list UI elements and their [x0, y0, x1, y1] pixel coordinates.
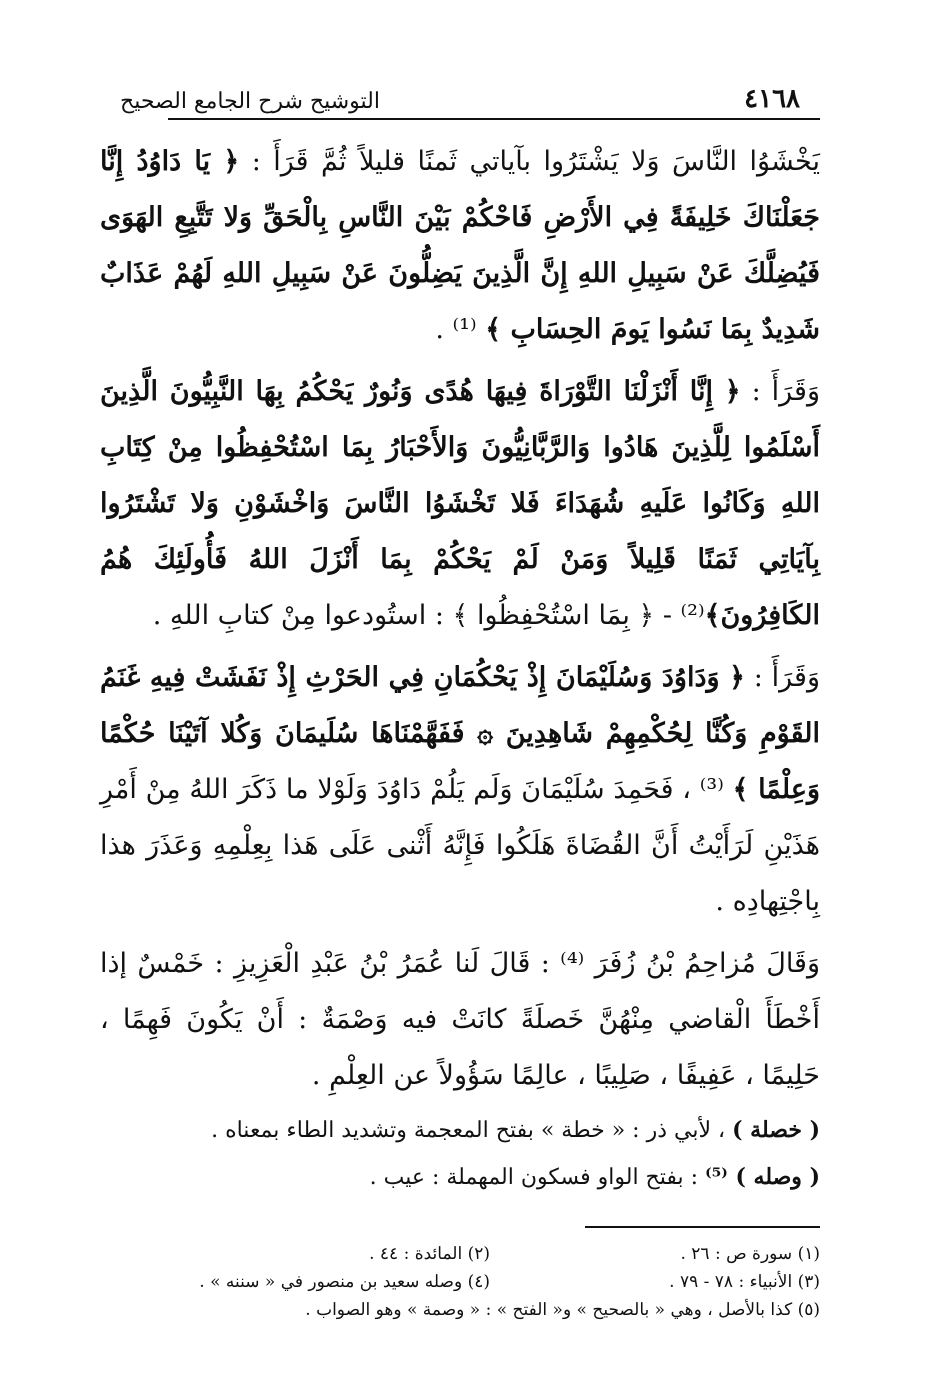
footnotes — [100, 1240, 820, 1324]
note-text: : بفتح الواو فسكون المهملة : عيب . — [369, 1165, 706, 1190]
paragraph-4 — [100, 936, 820, 1104]
quran-verse: ﴿ وَدَاوُدَ وَسُلَيْمَانَ إِذْ يَحْكُمَانِ فِي الحَرْثِ إِذْ نَفَشَتْ فِيهِ غَنَمُ القَوْمِ وَكُنَّا لِحُكْمِهِمْ شَاهِدِينَ ۞ فَفَهَّمْنَاهَا سُلَيمَانَ وَكُلا آتَيْنَا حُكْمًا وَعِلْمًا ﴾ — [100, 662, 820, 805]
page-body — [100, 134, 820, 1198]
note-line-1 — [100, 1110, 820, 1151]
paragraph-2 — [100, 364, 820, 644]
book-page — [100, 70, 820, 1330]
note-term: ( وصله ) ⁽⁵⁾ — [705, 1164, 820, 1190]
page-number: ٤١٦٨ — [744, 84, 800, 114]
running-title: التوشيح شرح الجامع الصحيح — [120, 89, 380, 114]
note-text: ، لأبي ذر : « خطة » بفتح المعجمة وتشديد الطاء بمعناه . — [211, 1118, 733, 1143]
footnote-row — [100, 1240, 820, 1268]
footnote: (٥) كذا بالأصل ، وهي « بالصحيح » و« الفتح » : « وصمة » وهو الصواب . — [305, 1300, 820, 1320]
footnote: (١) سورة ص : ٢٦ . — [680, 1244, 820, 1264]
note-line-2 — [100, 1157, 820, 1198]
text-run: وَقَرَأَ : — [744, 662, 820, 693]
quran-verse: ﴿ إِنَّا أَنْزَلْنَا التَّوْرَاةَ فِيهَا هُدًى وَنُورٌ يَحْكُمُ بِهَا النَّبِيُّونَ الَّذِينَ أَسْلَمُوا لِلَّذِينَ هَادُوا وَالرَّبَّانِيُّونَ وَالأَحْبَارُ بِمَا اسْتُحْفِظُوا مِنْ كِتَابِ اللهِ وَكَانُوا عَلَيهِ شُهَدَاءَ فَلا تَخْشَوُا النَّاسَ وَاخْشَوْنِ وَلا تَشْتَرُوا بِآيَاتِي ثَمَنًا قَلِيلاً وَمَنْ لَمْ يَحْكُمْ بِمَا أَنْزَلَ اللهُ فَأُولَئِكَ هُمُ الكَافِرُونَ﴾ — [100, 376, 820, 631]
footnote-row — [100, 1296, 820, 1324]
footnote: (٣) الأنبياء : ٧٨ - ٧٩ . — [669, 1272, 820, 1292]
text-run: ⁽²⁾ - ﴿ بِمَا اسْتُحْفِظُوا ﴾ : استُودعوا مِنْ كتابِ اللهِ . — [152, 600, 705, 631]
footnote: (٢) المائدة : ٤٤ . — [369, 1244, 490, 1264]
footnote-row — [100, 1268, 820, 1296]
footnote-rule — [585, 1226, 820, 1228]
text-run: وَقَرَأَ : — [740, 376, 820, 407]
text-run: ⁽¹⁾ . — [435, 314, 486, 345]
page-header — [100, 70, 820, 114]
text-run: يَخْشَوُا النَّاسَ وَلا يَشْتَرُوا بآياتي ثَمنًا قليلاً ثُمَّ قَرَأَ : — [239, 146, 820, 177]
header-rule — [168, 118, 820, 120]
quran-verse: ﴿ يَا دَاوُدُ إِنَّا جَعَلْنَاكَ خَلِيفَةً فِي الأَرْضِ فَاحْكُمْ بَيْنَ النَّاسِ بِالْحَقِّ وَلا تَتَّبِعِ الهَوَى فَيُضِلَّكَ عَنْ سَبِيلِ اللهِ إِنَّ الَّذِينَ يَضِلُّونَ عَنْ سَبِيلِ اللهِ لَهُمْ عَذَابٌ شَدِيدٌ بِمَا نَسُوا يَومَ الحِسَابِ ﴾ — [100, 146, 820, 345]
footnote: (٤) وصله سعيد بن منصور في « سننه » . — [199, 1272, 490, 1292]
text-run: وَقَالَ مُزاحِمُ بْنُ زُفَرَ ⁽⁴⁾ : قَالَ لَنا عُمَرُ بْنُ عَبْدِ الْعَزِيزِ : خَمْسٌ إذا أَخْطَأَ الْقاضي مِنْهُنَّ خَصلَةً كانَتْ فيه وَصْمَةٌ : أَنْ يَكُونَ فَهِمًا ، حَلِيمًا ، عَفِيفًا ، صَلِيبًا ، عالِمًا سَؤُولاً عن العِلْمِ . — [100, 948, 820, 1091]
paragraph-3 — [100, 650, 820, 930]
paragraph-1 — [100, 134, 820, 358]
note-term: ( خصلة ) — [732, 1117, 820, 1143]
text-run: ⁽³⁾ ، فَحَمِدَ سُلَيْمَانَ وَلَم يَلُمْ دَاوُدَ وَلَوْلا ما ذَكَرَ اللهُ مِنْ أَمْرِ هَذَيْنِ لَرَأَيْتُ أَنَّ القُضَاةَ هَلَكُوا فَإِنَّهُ أَثْنى عَلَى هَذا بِعِلْمِهِ وَعَذَرَ هذا بِاجْتِهادِه . — [100, 774, 820, 917]
